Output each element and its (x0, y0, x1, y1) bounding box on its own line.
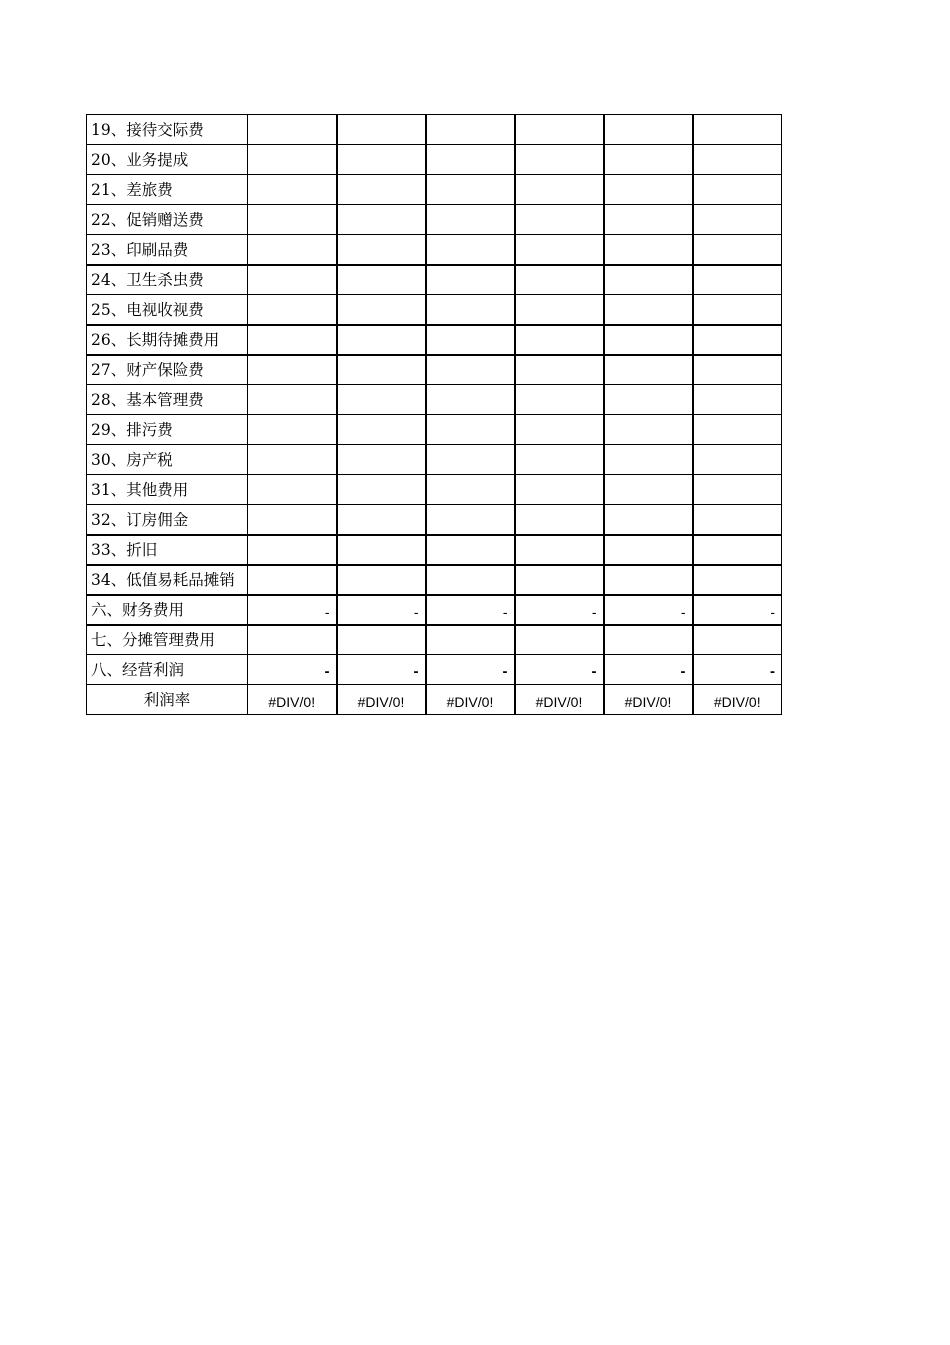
value-cell[interactable] (248, 565, 337, 595)
value-cell[interactable] (515, 175, 604, 205)
value-cell[interactable] (248, 535, 337, 565)
row-label[interactable]: 利润率 (87, 685, 248, 715)
value-cell[interactable] (604, 355, 693, 385)
value-cell[interactable]: - (337, 595, 426, 625)
table-row (87, 355, 782, 385)
value-cell[interactable] (248, 445, 337, 475)
table-row (87, 655, 782, 685)
value-cell[interactable] (337, 475, 426, 505)
value-cell[interactable] (248, 115, 337, 145)
row-label[interactable]: 33、折旧 (87, 535, 248, 565)
value-cell[interactable] (337, 415, 426, 445)
value-cell[interactable] (693, 295, 782, 325)
value-cell[interactable] (515, 505, 604, 535)
value-cell[interactable] (337, 115, 426, 145)
value-cell[interactable]: - (248, 595, 337, 625)
value-cell[interactable] (515, 625, 604, 655)
row-label[interactable]: 27、财产保险费 (87, 355, 248, 385)
value-cell[interactable] (693, 265, 782, 295)
row-label[interactable]: 23、印刷品费 (87, 235, 248, 265)
row-label[interactable]: 34、低值易耗品摊销 (87, 565, 248, 595)
value-cell[interactable]: #DIV/0! (337, 685, 426, 715)
value-cell[interactable] (515, 145, 604, 175)
value-cell[interactable] (515, 295, 604, 325)
value-cell[interactable] (515, 355, 604, 385)
row-label[interactable]: 20、业务提成 (87, 145, 248, 175)
value-cell[interactable] (337, 145, 426, 175)
value-cell[interactable] (693, 355, 782, 385)
value-cell[interactable] (248, 475, 337, 505)
value-cell[interactable] (248, 415, 337, 445)
table-row (87, 595, 782, 625)
value-cell[interactable]: #DIV/0! (515, 685, 604, 715)
value-cell[interactable] (426, 295, 515, 325)
table-row (87, 235, 782, 265)
table-row (87, 265, 782, 295)
value-cell[interactable] (426, 145, 515, 175)
value-cell[interactable] (515, 565, 604, 595)
row-label[interactable]: 29、排污费 (87, 415, 248, 445)
expense-table-body (87, 115, 782, 715)
value-cell[interactable] (604, 175, 693, 205)
value-cell[interactable] (693, 115, 782, 145)
expense-table (86, 114, 782, 715)
row-label[interactable]: 七、分摊管理费用 (87, 625, 248, 655)
value-cell[interactable] (337, 445, 426, 475)
value-cell[interactable] (337, 265, 426, 295)
value-cell[interactable] (604, 325, 693, 355)
table-row (87, 385, 782, 415)
value-cell[interactable] (426, 565, 515, 595)
value-cell[interactable] (337, 355, 426, 385)
value-cell[interactable] (693, 475, 782, 505)
value-cell[interactable] (248, 175, 337, 205)
table-row (87, 475, 782, 505)
value-cell[interactable] (248, 295, 337, 325)
value-cell[interactable] (426, 175, 515, 205)
value-cell[interactable] (604, 145, 693, 175)
value-cell[interactable] (604, 205, 693, 235)
row-label[interactable]: 24、卫生杀虫费 (87, 265, 248, 295)
value-cell[interactable]: #DIV/0! (604, 685, 693, 715)
value-cell[interactable] (426, 325, 515, 355)
value-cell[interactable]: - (693, 595, 782, 625)
value-cell[interactable] (515, 535, 604, 565)
table-row (87, 565, 782, 595)
value-cell[interactable] (604, 445, 693, 475)
table-row (87, 535, 782, 565)
row-label[interactable]: 19、接待交际费 (87, 115, 248, 145)
value-cell[interactable]: - (604, 655, 693, 685)
value-cell[interactable]: - (604, 595, 693, 625)
table-row (87, 175, 782, 205)
value-cell[interactable] (337, 205, 426, 235)
value-cell[interactable] (248, 505, 337, 535)
value-cell[interactable] (515, 115, 604, 145)
value-cell[interactable] (515, 445, 604, 475)
value-cell[interactable] (604, 565, 693, 595)
row-label[interactable]: 31、其他费用 (87, 475, 248, 505)
value-cell[interactable] (604, 415, 693, 445)
row-label[interactable]: 32、订房佣金 (87, 505, 248, 535)
value-cell[interactable] (515, 385, 604, 415)
value-cell[interactable] (693, 385, 782, 415)
value-cell[interactable] (248, 325, 337, 355)
value-cell[interactable] (604, 475, 693, 505)
row-label[interactable]: 28、基本管理费 (87, 385, 248, 415)
value-cell[interactable] (693, 175, 782, 205)
value-cell[interactable] (604, 295, 693, 325)
value-cell[interactable] (426, 625, 515, 655)
value-cell[interactable] (426, 505, 515, 535)
value-cell[interactable]: - (693, 655, 782, 685)
value-cell[interactable] (426, 475, 515, 505)
row-label[interactable]: 26、长期待摊费用 (87, 325, 248, 355)
value-cell[interactable] (426, 235, 515, 265)
value-cell[interactable] (515, 415, 604, 445)
value-cell[interactable] (604, 385, 693, 415)
row-label[interactable]: 21、差旅费 (87, 175, 248, 205)
table-row (87, 505, 782, 535)
value-cell[interactable] (337, 325, 426, 355)
value-cell[interactable]: - (248, 655, 337, 685)
value-cell[interactable] (604, 265, 693, 295)
value-cell[interactable] (693, 505, 782, 535)
value-cell[interactable] (693, 625, 782, 655)
row-label[interactable]: 八、经营利润 (87, 655, 248, 685)
value-cell[interactable] (693, 145, 782, 175)
value-cell[interactable] (693, 565, 782, 595)
value-cell[interactable] (248, 265, 337, 295)
value-cell[interactable] (337, 175, 426, 205)
value-cell[interactable] (426, 385, 515, 415)
table-row (87, 205, 782, 235)
value-cell[interactable] (604, 115, 693, 145)
value-cell[interactable] (337, 565, 426, 595)
table-row (87, 445, 782, 475)
value-cell[interactable]: #DIV/0! (426, 685, 515, 715)
value-cell[interactable] (693, 205, 782, 235)
table-row (87, 415, 782, 445)
value-cell[interactable] (426, 535, 515, 565)
value-cell[interactable] (337, 505, 426, 535)
value-cell[interactable] (693, 325, 782, 355)
value-cell[interactable] (337, 535, 426, 565)
value-cell[interactable] (337, 625, 426, 655)
value-cell[interactable] (248, 385, 337, 415)
value-cell[interactable] (604, 535, 693, 565)
value-cell[interactable]: - (337, 655, 426, 685)
value-cell[interactable] (515, 475, 604, 505)
value-cell[interactable] (337, 295, 426, 325)
value-cell[interactable] (515, 205, 604, 235)
table-row (87, 325, 782, 355)
value-cell[interactable]: - (515, 595, 604, 625)
row-label[interactable]: 30、房产税 (87, 445, 248, 475)
value-cell[interactable] (248, 145, 337, 175)
value-cell[interactable] (248, 235, 337, 265)
value-cell[interactable] (426, 205, 515, 235)
value-cell[interactable] (426, 355, 515, 385)
value-cell[interactable] (515, 265, 604, 295)
value-cell[interactable] (515, 325, 604, 355)
table-row (87, 625, 782, 655)
value-cell[interactable] (604, 625, 693, 655)
row-label[interactable]: 22、促销赠送费 (87, 205, 248, 235)
value-cell[interactable] (337, 235, 426, 265)
value-cell[interactable] (248, 625, 337, 655)
value-cell[interactable]: #DIV/0! (248, 685, 337, 715)
value-cell[interactable] (426, 415, 515, 445)
value-cell[interactable] (693, 235, 782, 265)
value-cell[interactable] (604, 505, 693, 535)
value-cell[interactable] (248, 355, 337, 385)
value-cell[interactable] (515, 235, 604, 265)
value-cell[interactable] (693, 445, 782, 475)
table-row (87, 115, 782, 145)
value-cell[interactable] (693, 415, 782, 445)
value-cell[interactable] (337, 385, 426, 415)
value-cell[interactable] (426, 445, 515, 475)
value-cell[interactable]: - (426, 595, 515, 625)
value-cell[interactable] (426, 265, 515, 295)
value-cell[interactable] (693, 535, 782, 565)
value-cell[interactable]: #DIV/0! (693, 685, 782, 715)
value-cell[interactable]: - (426, 655, 515, 685)
row-label[interactable]: 25、电视收视费 (87, 295, 248, 325)
row-label[interactable]: 六、财务费用 (87, 595, 248, 625)
value-cell[interactable]: - (515, 655, 604, 685)
value-cell[interactable] (604, 235, 693, 265)
value-cell[interactable] (248, 205, 337, 235)
table-row (87, 295, 782, 325)
table-row (87, 145, 782, 175)
table-row (87, 685, 782, 715)
value-cell[interactable] (426, 115, 515, 145)
